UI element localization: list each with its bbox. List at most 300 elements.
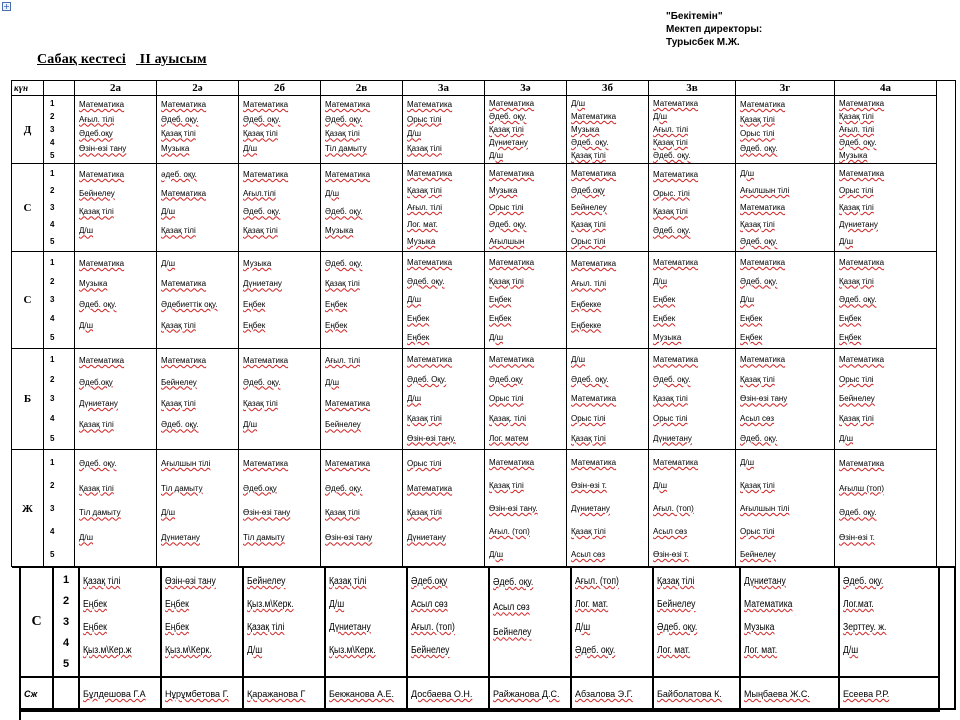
- subject: Математика: [407, 99, 453, 109]
- schedule-cell[interactable]: [321, 96, 403, 164]
- subject: Асыл сөз: [571, 550, 606, 559]
- teacher-name: Мыңбаева Ж.С.: [744, 689, 810, 699]
- subject: Қазақ тілі: [247, 622, 285, 633]
- subject: Өзін-өзі тану: [325, 533, 373, 543]
- schedule-cell[interactable]: [321, 349, 403, 450]
- subject: Бейнелеу: [839, 394, 875, 404]
- subject: Математика: [653, 257, 699, 267]
- subject: Д/ш: [407, 129, 422, 139]
- subject: Қазақ тілі: [161, 320, 196, 330]
- approval-line-2: Мектеп директоры:: [666, 24, 763, 35]
- subject: Лог.мат.: [843, 599, 874, 610]
- schedule-cell[interactable]: [649, 164, 736, 252]
- subject: Еңбек: [83, 599, 107, 610]
- subject: Қазақ тілі: [407, 144, 442, 154]
- teacher-cell[interactable]: [244, 678, 326, 712]
- subject: Қазақ тілі: [161, 398, 196, 408]
- lesson-number: 1: [50, 99, 55, 108]
- subject: Д/ш: [243, 420, 258, 430]
- schedule-cell[interactable]: [75, 349, 157, 450]
- subject: Әдеб.оқу: [79, 129, 113, 139]
- subject: Өзін-өзі тану: [165, 576, 216, 587]
- schedule-cell[interactable]: [239, 252, 321, 349]
- subject: Музыка: [161, 144, 190, 154]
- schedule-cell[interactable]: [162, 568, 244, 678]
- subject: Математика: [839, 257, 885, 267]
- day-label: С: [12, 252, 44, 349]
- subject: Қазақ тілі: [571, 433, 606, 443]
- subject: Әдеб.оқу: [489, 374, 523, 384]
- subject: Әдеб. оқу.: [740, 144, 778, 154]
- lesson-numbers: [44, 164, 75, 252]
- subject: Қазақ тілі: [243, 398, 278, 408]
- schedule-cell[interactable]: [403, 252, 485, 349]
- lesson-number: 1: [63, 574, 70, 587]
- subject: Қазақ тілі: [243, 226, 278, 236]
- subject: Математика: [571, 258, 617, 268]
- lesson-number: 5: [50, 550, 55, 559]
- schedule-cell[interactable]: [403, 96, 485, 164]
- subject: Ағыл. (топ): [489, 527, 530, 536]
- subject: Лог. мат.: [657, 645, 691, 656]
- subject: Қазақ тілі: [489, 481, 524, 490]
- subject: Еңбек: [740, 314, 763, 324]
- subject: Бейнелеу: [79, 188, 115, 198]
- header-class-5: 3ә: [485, 81, 567, 96]
- subject: Д/ш: [79, 533, 94, 543]
- subject: Дүниетану: [653, 433, 692, 443]
- subject: Математика: [571, 458, 617, 467]
- subject: Орыс тілі: [740, 527, 775, 536]
- subject: Бейнелеу: [325, 420, 361, 430]
- day-label: Д: [12, 96, 44, 164]
- subject: Орыс тілі: [740, 129, 775, 139]
- subject: Қыз.м\Керк.: [165, 645, 212, 656]
- lesson-numbers: [44, 96, 75, 164]
- subject: Әдеб. оқу.: [161, 420, 199, 430]
- schedule-cell[interactable]: [649, 450, 736, 568]
- schedule-cell[interactable]: [75, 450, 157, 568]
- schedule-cell[interactable]: [157, 164, 239, 252]
- subject: Математика: [79, 99, 125, 109]
- subject: Математика: [489, 355, 535, 365]
- schedule-cell[interactable]: [403, 450, 485, 568]
- schedule-cell[interactable]: [321, 164, 403, 252]
- subject: Д/ш: [740, 295, 755, 305]
- lesson-number: 4: [63, 636, 70, 649]
- subject: Д/ш: [247, 645, 263, 656]
- subject: Д/ш: [575, 622, 591, 633]
- subject: Әдеб. оқу.: [740, 433, 778, 443]
- subject: Дүниетану: [161, 533, 200, 543]
- lesson-number: 3: [50, 203, 55, 212]
- subject: Қазақ тілі: [839, 112, 874, 121]
- subject: Еңбек: [165, 622, 189, 633]
- subject: Еңбек: [489, 295, 512, 305]
- subject: Еңбек: [325, 320, 348, 330]
- teacher-cell[interactable]: [408, 678, 490, 712]
- teacher-empty: [54, 678, 80, 712]
- lesson-numbers: [44, 349, 75, 450]
- subject: Қазақ тілі: [325, 129, 360, 139]
- lesson-number: 4: [50, 527, 55, 536]
- subject: Әдеб. оқу.: [243, 207, 281, 217]
- subject: Математика: [839, 169, 885, 178]
- subject: Әдеб. оқу.: [489, 220, 527, 229]
- schedule-cell[interactable]: [835, 349, 937, 450]
- subject: Әдеб. оқу.: [407, 276, 445, 286]
- subject: Музыка: [407, 237, 436, 246]
- header-class-7: 3в: [649, 81, 736, 96]
- subject: Дүниетану: [744, 576, 786, 587]
- text-cursor: [19, 710, 21, 720]
- subject: Бейнелеу: [657, 599, 696, 610]
- subject: Математика: [161, 99, 207, 109]
- subject: Қазақ тілі: [839, 203, 874, 212]
- subject: Әдеб. оқу.: [243, 377, 281, 387]
- subject: Әдеб. оқу.: [657, 622, 698, 633]
- subject: Еңбекке: [571, 299, 602, 309]
- schedule-cell[interactable]: [649, 349, 736, 450]
- subject: Әдеб. оқу.: [740, 237, 778, 246]
- schedule-cell[interactable]: [321, 252, 403, 349]
- lesson-number: 3: [50, 504, 55, 513]
- subject: Әдеб. оқу.: [243, 114, 281, 124]
- subject: Қазақ тілі: [407, 414, 442, 424]
- subject: Қазақ тілі: [740, 481, 775, 490]
- subject: Әдеб. оқу.: [325, 114, 363, 124]
- teacher-cell[interactable]: [654, 678, 741, 712]
- subject: Ағылш (топ): [839, 483, 884, 493]
- subject: Қазақ тілі: [571, 151, 606, 160]
- header-class-9: 4а: [835, 81, 937, 96]
- subject: Математика: [571, 112, 617, 121]
- subject: Математика: [243, 458, 289, 468]
- lesson-number: 1: [50, 458, 55, 467]
- subject: Математика: [407, 169, 453, 178]
- subject: Д/ш: [407, 295, 422, 305]
- schedule-cell[interactable]: [736, 450, 835, 568]
- subject: Д/ш: [740, 169, 755, 178]
- schedule-cell[interactable]: [244, 568, 326, 678]
- subject: Қыз.м\Керк.: [247, 599, 294, 610]
- schedule-cell[interactable]: [835, 96, 937, 164]
- subject: Бейнелеу: [571, 203, 607, 212]
- subject: Еңбек: [325, 299, 348, 309]
- subject: Математика: [243, 169, 289, 179]
- lesson-numbers: [54, 568, 80, 678]
- subject: Орыс тілі: [489, 203, 524, 212]
- subject: Өзін-өзі тану.: [407, 433, 456, 443]
- schedule-cell[interactable]: [485, 450, 567, 568]
- schedule-cell[interactable]: [157, 96, 239, 164]
- subject: Орыс тілі: [653, 414, 688, 424]
- subject: Математика: [79, 356, 125, 366]
- lesson-numbers: [44, 252, 75, 349]
- subject: Еңбек: [839, 314, 862, 324]
- lesson-number: 5: [50, 333, 55, 343]
- schedule-cell[interactable]: [654, 568, 741, 678]
- schedule-cell[interactable]: [239, 96, 321, 164]
- subject: Д/ш: [740, 458, 755, 467]
- subject: Музыка: [489, 186, 518, 195]
- subject: Математика: [839, 99, 885, 108]
- subject: Математика: [325, 99, 371, 109]
- schedule-cell[interactable]: [485, 349, 567, 450]
- lesson-number: 2: [63, 595, 70, 608]
- subject: Әдеб. оқу.: [571, 138, 609, 147]
- subject: Орыс тілі: [407, 114, 442, 124]
- subject: Еңбек: [243, 320, 266, 330]
- teacher-name: Қаражанова Г: [247, 689, 306, 699]
- subject: Математика: [325, 398, 371, 408]
- lesson-number: 2: [50, 276, 55, 286]
- teacher-name: Абзалова Э.Г.: [575, 689, 633, 699]
- subject: Асыл сөз: [740, 414, 775, 424]
- subject: Қазақ. тілі: [489, 414, 526, 424]
- schedule-cell[interactable]: [485, 164, 567, 252]
- schedule-cell[interactable]: [572, 568, 654, 678]
- schedule-cell[interactable]: [567, 349, 649, 450]
- subject: Математика: [571, 394, 617, 404]
- lesson-number: 5: [50, 433, 55, 443]
- teacher-cell[interactable]: [840, 678, 940, 712]
- subject: Ағылшын: [489, 237, 525, 246]
- lesson-number: 4: [50, 138, 55, 147]
- subject: Математика: [161, 356, 207, 366]
- title-main: Сабақ кестесі: [37, 52, 126, 67]
- schedule-cell[interactable]: [157, 450, 239, 568]
- subject: Қазақ тілі: [653, 394, 688, 404]
- subject: Математика: [243, 356, 289, 366]
- schedule-cell[interactable]: [567, 164, 649, 252]
- schedule-cell[interactable]: [403, 164, 485, 252]
- subject: Музыка: [653, 333, 682, 343]
- subject: Өзін-өзі т.: [839, 533, 875, 543]
- subject: Д/ш: [489, 333, 504, 343]
- subject: Әдеб. оқу.: [843, 576, 884, 587]
- table-move-handle-icon[interactable]: +: [3, 2, 10, 11]
- lesson-number: 5: [50, 237, 55, 246]
- schedule-cell[interactable]: [485, 96, 567, 164]
- subject: Математика: [740, 355, 786, 365]
- lesson-number: 4: [50, 314, 55, 324]
- subject: Математика: [407, 483, 453, 493]
- subject: Лог. мат.: [744, 645, 778, 656]
- lesson-number: 3: [50, 295, 55, 305]
- schedule-cell[interactable]: [649, 96, 736, 164]
- subject: Әдеб. оқу.: [325, 207, 363, 217]
- subject: Бейнелеу: [411, 645, 450, 656]
- subject: Математика: [489, 169, 535, 178]
- subject: әдеб. оқу.: [161, 169, 197, 179]
- schedule-cell[interactable]: [485, 252, 567, 349]
- subject: Математика: [489, 458, 535, 467]
- subject: Д/ш: [407, 394, 422, 404]
- subject: Математика: [839, 458, 885, 468]
- schedule-cell[interactable]: [239, 450, 321, 568]
- teacher-name: Байболатова К.: [657, 689, 722, 699]
- subject: Математика: [161, 188, 207, 198]
- subject: Д/ш: [571, 99, 586, 108]
- schedule-cell[interactable]: [736, 349, 835, 450]
- subject: Қазақ тілі: [329, 576, 367, 587]
- subject: Ағыл. (топ): [575, 576, 619, 587]
- schedule-cell[interactable]: [835, 252, 937, 349]
- subject: Әдеб. оқу.: [839, 508, 877, 518]
- subject: Өзін-өзі тану: [79, 144, 127, 154]
- schedule-cell[interactable]: [490, 568, 572, 678]
- subject: Қазақ тілі: [243, 129, 278, 139]
- subject: Ағылшын тілі: [740, 504, 790, 513]
- subject: Еңбек: [407, 314, 430, 324]
- schedule-cell[interactable]: [736, 252, 835, 349]
- subject: Д/ш: [839, 433, 854, 443]
- schedule-cell[interactable]: [649, 252, 736, 349]
- subject: Математика: [740, 257, 786, 267]
- subject: Д/ш: [571, 355, 586, 365]
- lesson-number: 3: [50, 125, 55, 134]
- schedule-cell[interactable]: [239, 349, 321, 450]
- header-class-8: 3г: [736, 81, 835, 96]
- schedule-cell[interactable]: [157, 349, 239, 450]
- schedule-cell[interactable]: [840, 568, 940, 678]
- teacher-name: Досбаева О.Н.: [411, 689, 473, 699]
- day-label: С: [12, 164, 44, 252]
- subject: Математика: [653, 458, 699, 467]
- subject: Қазақ тілі: [161, 129, 196, 139]
- subject: Өзін-өзі тану.: [489, 504, 538, 513]
- approval-line-3: Турысбек М.Ж.: [666, 37, 740, 48]
- subject: Д/ш: [161, 207, 176, 217]
- teacher-cell[interactable]: [80, 678, 162, 712]
- lesson-number: 2: [50, 374, 55, 384]
- schedule-cell[interactable]: [321, 450, 403, 568]
- teacher-cell[interactable]: [162, 678, 244, 712]
- subject: Математика: [744, 599, 793, 610]
- subject: Әдеб. оқу.: [161, 114, 199, 124]
- subject: Ағылшын тілі: [740, 186, 790, 195]
- schedule-cell[interactable]: [239, 164, 321, 252]
- subject: Еңбек: [165, 599, 189, 610]
- subject: Математика: [740, 203, 786, 212]
- lesson-number: 4: [50, 414, 55, 424]
- subject: Өзін-өзі т.: [653, 550, 689, 559]
- subject: Математика: [653, 99, 699, 108]
- lesson-number: 4: [50, 220, 55, 229]
- lesson-number: 3: [50, 394, 55, 404]
- schedule-cell[interactable]: [741, 568, 840, 678]
- lesson-number: 1: [50, 355, 55, 365]
- subject: Д/ш: [329, 599, 345, 610]
- subject: Еңбек: [243, 299, 266, 309]
- schedule-cell[interactable]: [736, 96, 835, 164]
- schedule-cell[interactable]: [567, 252, 649, 349]
- subject: Д/ш: [489, 151, 504, 160]
- lesson-number: 5: [63, 657, 70, 670]
- subject: Әдеб. оқу.: [839, 295, 877, 305]
- schedule-cell[interactable]: [835, 164, 937, 252]
- subject: Әдеб.оқу: [243, 483, 277, 493]
- subject: Өзін-өзі т.: [571, 481, 607, 490]
- schedule-cell[interactable]: [75, 96, 157, 164]
- teacher-cell[interactable]: [326, 678, 408, 712]
- subject: Математика: [489, 99, 535, 108]
- teacher-name: Райжанова Д.С.: [493, 689, 560, 699]
- subject: Математика: [653, 169, 699, 179]
- subject: Д/ш: [161, 258, 176, 268]
- subject: Музыка: [79, 279, 108, 289]
- timetable: [11, 80, 956, 567]
- subject: Тіл дамыту: [325, 144, 367, 154]
- subject: Әдеб. Оқу.: [407, 374, 447, 384]
- subject: Әдеб. оқу.: [79, 458, 117, 468]
- subject: Музыка: [325, 226, 354, 236]
- lesson-number: 3: [63, 615, 70, 628]
- subject: Бейнелеу: [740, 550, 776, 559]
- subject: Ағыл. тілі: [571, 279, 607, 289]
- subject: Ағыл.тілі: [243, 188, 276, 198]
- subject: Қазақ тілі: [407, 508, 442, 518]
- schedule-cell[interactable]: [80, 568, 162, 678]
- subject: Орыс тілі: [571, 237, 606, 246]
- approval-stamp: [666, 10, 886, 49]
- subject: Орыс тілі: [407, 458, 442, 468]
- schedule-cell[interactable]: [835, 450, 937, 568]
- schedule-cell[interactable]: [75, 252, 157, 349]
- subject: Ағыл. (топ): [653, 504, 694, 513]
- teacher-cell[interactable]: [572, 678, 654, 712]
- subject: Қыз.м\Керк.: [329, 645, 376, 656]
- subject: Әдеб.оқу: [411, 576, 448, 587]
- subject: Әдеб.оқу: [571, 186, 605, 195]
- schedule-cell[interactable]: [567, 96, 649, 164]
- subject: Еңбекке: [571, 320, 602, 330]
- header-day: күн: [12, 81, 44, 96]
- subject: Математика: [161, 279, 207, 289]
- schedule-cell[interactable]: [403, 349, 485, 450]
- lesson-number: 5: [50, 151, 55, 160]
- subject: Қазақ тілі: [489, 125, 524, 134]
- teacher-cell[interactable]: [490, 678, 572, 712]
- teacher-cell[interactable]: [741, 678, 840, 712]
- subject: Еңбек: [839, 333, 862, 343]
- subject: Лог. матем: [489, 433, 529, 443]
- subject: Д/ш: [843, 645, 859, 656]
- subject: Д/ш: [79, 320, 94, 330]
- subject: Әдеб. оқу.: [653, 226, 691, 236]
- subject: Тіл дамыту: [161, 483, 203, 493]
- subject: Әдеб. оқу.: [493, 577, 534, 589]
- subject: Қазақ тілі: [489, 276, 524, 286]
- subject: Д/ш: [325, 377, 340, 387]
- schedule-cell[interactable]: [736, 164, 835, 252]
- subject: Әдеб. оқу.: [740, 276, 778, 286]
- subject: Қазақ тілі: [79, 420, 114, 430]
- subject: Әдеб. оқу.: [325, 483, 363, 493]
- schedule-cell[interactable]: [75, 164, 157, 252]
- schedule-cell[interactable]: [326, 568, 408, 678]
- subject: Дүниетану: [79, 398, 118, 408]
- schedule-cell[interactable]: [157, 252, 239, 349]
- subject: Ағыл. тілі: [79, 114, 115, 124]
- header-lesson-number: [44, 81, 75, 96]
- teacher-row-label: Сж: [21, 678, 54, 712]
- subject: Әдеб. оқу.: [79, 299, 117, 309]
- schedule-cell[interactable]: [408, 568, 490, 678]
- schedule-cell[interactable]: [567, 450, 649, 568]
- subject: Қазақ тілі: [407, 186, 442, 195]
